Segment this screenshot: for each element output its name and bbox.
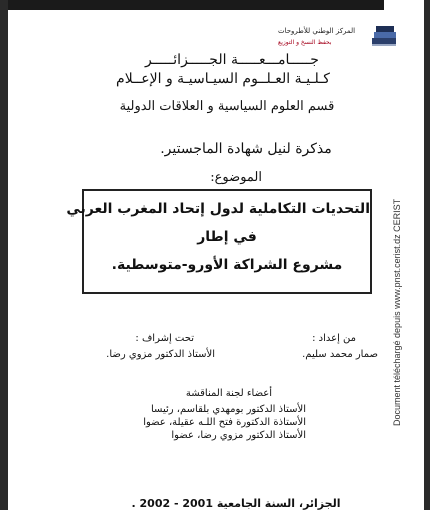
author-name: صمار محمد سليم. — [302, 349, 378, 360]
thesis-type: مذكرة لنيل شهادة الماجستير. — [160, 141, 332, 157]
title-line-3: مشروع الشراكة الأورو-متوسطية. — [111, 257, 343, 273]
faculty-name: كـلـيـة العـلــوم السيـاسيـة و الإعــلام — [116, 71, 330, 87]
department-name: قسم العلوم السياسية و العلاقات الدولية — [119, 99, 335, 114]
page-left-border — [0, 0, 8, 510]
committee-member: الأستاذ الدكتور بومهدي بلقاسم، رئيسا — [151, 404, 306, 415]
download-watermark-text: Document téléchargé depuis www.pnst.cerist.dz CERIST — [392, 198, 402, 426]
thesis-title-box — [66, 189, 372, 294]
university-name: جـــــامـــعـــــة الجـــــزائـــــر — [145, 52, 319, 68]
subject-label: الموضوع: — [210, 170, 262, 185]
supervisor-name: الأستاذ الدكتور مزوي رضا. — [106, 349, 215, 360]
download-sidebar — [384, 0, 424, 510]
title-line-1: التحديات التكاملية لدول إتحاد المغرب العربي — [66, 201, 370, 217]
committee-member: الأستاذة الدكتورة فتح اللـه عقيلة، عضوا — [143, 417, 306, 428]
supervisor-label: تحت إشراف : — [135, 333, 194, 344]
logo-line-1: المركز الوطني للأطروحات — [278, 27, 356, 35]
page-right-border — [424, 0, 430, 510]
prepared-by-label: من إعداد : — [312, 333, 356, 344]
committee-label: أعضاء لجنة المناقشة — [185, 388, 272, 399]
book-stack-icon — [369, 24, 399, 48]
title-line-2: في إطار — [197, 229, 257, 245]
logo-line-2: بحفظ النسخ و التوزيع — [278, 39, 332, 46]
thesis-cover-page — [20, 10, 380, 510]
footer-academic-year: الجزائر، السنة الجامعية 2001 - 2002 . — [131, 497, 341, 510]
committee-member: الأستاذ الدكتور مزوي رضا، عضوا — [171, 430, 306, 441]
page-top-border — [0, 0, 430, 10]
